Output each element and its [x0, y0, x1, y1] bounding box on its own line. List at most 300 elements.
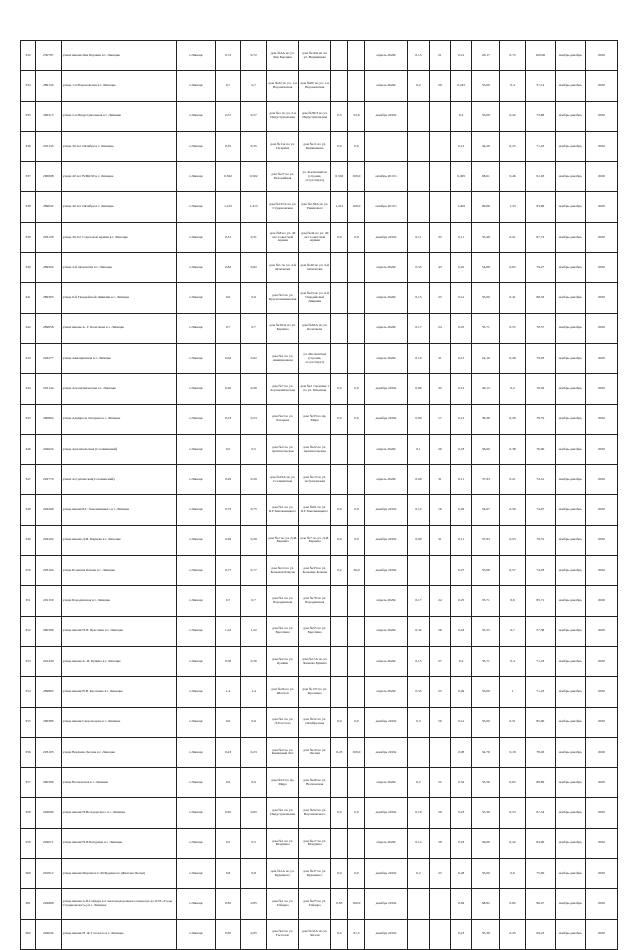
- cell-c1: 0,15: [408, 41, 429, 71]
- cell-no: 353: [21, 646, 36, 676]
- cell-no: 352: [21, 616, 36, 646]
- cell-c1: 0,32: [408, 616, 429, 646]
- cell-c2: 27: [429, 646, 450, 676]
- cell-len_asphalt: 0,7: [241, 71, 267, 101]
- cell-len_asphalt: 0,65: [241, 798, 267, 828]
- cell-period: ноябрь-декабрь: [555, 556, 585, 586]
- cell-end: дом №22 по ул. Архангельская: [299, 434, 331, 464]
- cell-settlement: г.Липецк: [177, 525, 216, 555]
- cell-c2: 26: [429, 616, 450, 646]
- cell-c1: 0,12: [408, 495, 429, 525]
- cell-start: дом №1/A по ул. Гагарина: [267, 131, 299, 161]
- cell-settlement: г.Липецк: [177, 253, 216, 283]
- cell-year: 2020: [585, 162, 617, 192]
- cell-area: 100,0: [348, 192, 365, 222]
- cell-start: дом №1 по ул. Д.И. Бариева: [267, 525, 299, 555]
- cell-c6: 75,00: [525, 859, 555, 889]
- cell-width: 0,502: [331, 162, 348, 192]
- cell-settlement: г.Липецк: [177, 131, 216, 161]
- cell-c3: 0,12: [451, 131, 472, 161]
- cell-period: ноябрь-декабрь: [555, 919, 585, 949]
- cell-len_asphalt: 0,53: [241, 404, 267, 434]
- cell-year: 2020: [585, 222, 617, 252]
- table-row: [21, 343, 618, 373]
- cell-period: ноябрь-декабрь: [555, 313, 585, 343]
- cell-street: улица имени Д.И. Бариева в г. Липецке: [61, 525, 177, 555]
- cell-area: 0,0: [348, 525, 365, 555]
- cell-c5: 0,38: [500, 434, 526, 464]
- cell-period: ноябрь-декабрь: [555, 646, 585, 676]
- cell-c1: 0,2: [408, 859, 429, 889]
- cell-c4: 35,38: [472, 798, 500, 828]
- table-row: [21, 192, 618, 222]
- cell-period: ноябрь-декабрь: [555, 495, 585, 525]
- cell-width: 0,0: [331, 222, 348, 252]
- cell-c5: 0,26: [500, 404, 526, 434]
- table-row: [21, 253, 618, 283]
- cell-len_total: 0,9: [215, 768, 241, 798]
- cell-c1: 0,2: [408, 71, 429, 101]
- cell-start: дом №7 по ул. Агрономическая: [267, 374, 299, 404]
- cell-c4: 99,08: [472, 192, 500, 222]
- table-row: [21, 737, 618, 767]
- cell-c5: 0,42: [500, 101, 526, 131]
- cell-c3: 0,08: [451, 737, 472, 767]
- cell-area: [348, 253, 365, 283]
- cell-end: дом №11 по ул. Кривенкова: [299, 131, 331, 161]
- cell-c1: 0,11: [408, 222, 429, 252]
- cell-c6: 76,00: [525, 434, 555, 464]
- cell-len_asphalt: 0,6: [241, 283, 267, 313]
- cell-month: декабрь 2019г.: [365, 737, 408, 767]
- table-row: [21, 616, 618, 646]
- cell-settlement: г.Липецк: [177, 707, 216, 737]
- cell-c2: [429, 919, 450, 949]
- table-row: [21, 677, 618, 707]
- cell-c1: 0,09: [408, 374, 429, 404]
- cell-period: ноябрь-декабрь: [555, 253, 585, 283]
- cell-c6: 81,54: [525, 798, 555, 828]
- cell-settlement: г.Липецк: [177, 313, 216, 343]
- cell-c6: 67,74: [525, 222, 555, 252]
- cell-end: дом №78 по ул. Бородинская: [299, 586, 331, 616]
- cell-c5: 0,45: [500, 919, 526, 949]
- cell-c3: 0,25: [451, 313, 472, 343]
- cell-c6: 73,68: [525, 101, 555, 131]
- cell-start: дом №1 по ул. 2-я Индустриальная: [267, 101, 299, 131]
- cell-area: 52,6: [348, 101, 365, 131]
- cell-len_total: 1,415: [215, 192, 241, 222]
- cell-no: 357: [21, 768, 36, 798]
- cell-len_asphalt: 0,5: [241, 828, 267, 858]
- cell-c6: 100,00: [525, 41, 555, 71]
- cell-code: 292779: [35, 465, 61, 495]
- cell-area: 0,0: [348, 131, 365, 161]
- cell-c5: 1,33: [500, 192, 526, 222]
- cell-len_total: 0,77: [215, 556, 241, 586]
- cell-end: дом №137 по ул. Кротенко: [299, 677, 331, 707]
- cell-c1: [408, 556, 429, 586]
- cell-c4: 35,56: [472, 768, 500, 798]
- cell-settlement: г.Липецк: [177, 646, 216, 676]
- cell-area: 100,0: [348, 162, 365, 192]
- cell-year: 2020: [585, 101, 617, 131]
- cell-len_asphalt: 0,29: [241, 465, 267, 495]
- cell-c2: 28: [429, 828, 450, 858]
- cell-c5: 0,41: [500, 283, 526, 313]
- cell-year: 2020: [585, 616, 617, 646]
- cell-c5: 0,23: [500, 525, 526, 555]
- cell-period: ноябрь-декабрь: [555, 131, 585, 161]
- cell-month: декабрь 2019г.: [365, 525, 408, 555]
- cell-len_asphalt: 0,31: [241, 222, 267, 252]
- cell-c3: 0,495: [451, 162, 472, 192]
- cell-end: дом №81 по ул. Б.Г.Хмельницкого: [299, 495, 331, 525]
- cell-code: 290390: [35, 768, 61, 798]
- cell-period: ноябрь-декабрь: [555, 768, 585, 798]
- cell-period: ноябрь-декабрь: [555, 434, 585, 464]
- cell-c6: 74,67: [525, 495, 555, 525]
- cell-c5: 0,65: [500, 253, 526, 283]
- cell-c6: 79,31: [525, 525, 555, 555]
- cell-width: [331, 313, 348, 343]
- cell-no: 359: [21, 828, 36, 858]
- cell-start: дом №3А по ул. Яна Берзина: [267, 41, 299, 71]
- cell-area: [348, 434, 365, 464]
- cell-start: дом №1 по ул. Авиационная: [267, 343, 299, 373]
- cell-c3: 0,21: [451, 41, 472, 71]
- cell-period: ноябрь-декабрь: [555, 525, 585, 555]
- cell-c2: 20: [429, 434, 450, 464]
- cell-c1: 0,19: [408, 343, 429, 373]
- cell-c1: 0,14: [408, 828, 429, 858]
- cell-c3: 0,12: [451, 404, 472, 434]
- cell-start: дом №1 по ул. Л.Толстого: [267, 707, 299, 737]
- cell-code: 292266: [35, 495, 61, 525]
- cell-end: дом №16А и1 по ул. Вермишева: [299, 41, 331, 71]
- cell-no: 334: [21, 71, 36, 101]
- cell-c5: 0,7: [500, 616, 526, 646]
- cell-start: дом №1А по ул. Буденного: [267, 859, 299, 889]
- cell-c4: 34,29: [472, 131, 500, 161]
- cell-code: 289303: [35, 283, 61, 313]
- cell-len_total: 0,65: [215, 919, 241, 949]
- table-row: [21, 162, 618, 192]
- cell-len_asphalt: 1,415: [241, 192, 267, 222]
- cell-width: [331, 343, 348, 373]
- cell-width: [331, 646, 348, 676]
- cell-year: 2020: [585, 646, 617, 676]
- cell-c5: 0,56: [500, 495, 526, 525]
- cell-width: [331, 465, 348, 495]
- cell-c6: 84,00: [525, 828, 555, 858]
- cell-c2: [429, 131, 450, 161]
- cell-c3: 0,18: [451, 828, 472, 858]
- cell-no: 360: [21, 859, 36, 889]
- cell-no: 347: [21, 465, 36, 495]
- cell-len_total: 0,65: [215, 798, 241, 828]
- cell-c6: 91,63: [525, 162, 555, 192]
- cell-month: декабрь 2019г.: [365, 101, 408, 131]
- cell-end: дом №32 по ул. Воронежского: [299, 798, 331, 828]
- cell-year: 2020: [585, 495, 617, 525]
- cell-len_asphalt: 0,7: [241, 586, 267, 616]
- cell-year: 2020: [585, 71, 617, 101]
- cell-width: 0,0: [331, 404, 348, 434]
- cell-c2: 35: [429, 222, 450, 252]
- table-row: [21, 586, 618, 616]
- cell-street: улица 2-я Индустриальная в г. Липецке: [61, 101, 177, 131]
- cell-code: 292668: [35, 889, 61, 919]
- table-row: [21, 465, 618, 495]
- cell-no: 341: [21, 283, 36, 313]
- cell-code: 291145: [35, 131, 61, 161]
- cell-street: улица 40 лет Советской Армии в г. Липецке: [61, 222, 177, 252]
- cell-code: 289632: [35, 192, 61, 222]
- cell-c1: 0,15: [408, 283, 429, 313]
- cell-year: 2020: [585, 798, 617, 828]
- cell-c5: 0,6: [500, 586, 526, 616]
- cell-period: ноябрь-декабрь: [555, 41, 585, 71]
- cell-area: 26,0: [348, 556, 365, 586]
- cell-no: 332: [21, 41, 36, 71]
- cell-width: [331, 41, 348, 71]
- cell-end: дом №23 по ул. 6-й Гвардейской Дивизии: [299, 283, 331, 313]
- cell-code: 291144: [35, 374, 61, 404]
- cell-no: 348: [21, 495, 36, 525]
- cell-month: апрель 2020г.: [365, 616, 408, 646]
- cell-street: улица Бородинская в г. Липецке: [61, 586, 177, 616]
- cell-month: октябрь 2019 г.: [365, 192, 408, 222]
- cell-month: апрель 2020г.: [365, 768, 408, 798]
- cell-settlement: г.Липецк: [177, 556, 216, 586]
- cell-end: дом №2 строение 1 по ул. Опытная: [299, 374, 331, 404]
- cell-width: [331, 586, 348, 616]
- cell-width: [331, 283, 348, 313]
- cell-no: 355: [21, 707, 36, 737]
- table-row: [21, 859, 618, 889]
- cell-len_asphalt: 0,6: [241, 707, 267, 737]
- cell-width: 0,0: [331, 525, 348, 555]
- cell-c6: 68,33: [525, 283, 555, 313]
- cell-c4: 35,00: [472, 707, 500, 737]
- cell-period: ноябрь-декабрь: [555, 101, 585, 131]
- cell-no: 356: [21, 737, 36, 767]
- cell-settlement: г.Липецк: [177, 434, 216, 464]
- cell-c3: 0,28: [451, 859, 472, 889]
- cell-settlement: г.Липецк: [177, 162, 216, 192]
- cell-len_total: 0,72: [215, 41, 241, 71]
- cell-start: дом №22 по ул. 1-я Вороновская: [267, 71, 299, 101]
- cell-len_total: 0,7: [215, 313, 241, 343]
- cell-c2: 31: [429, 465, 450, 495]
- cell-no: 340: [21, 253, 36, 283]
- cell-street: улица имени Н.Володарского в г. Липецке: [61, 798, 177, 828]
- cell-year: 2020: [585, 253, 617, 283]
- cell-month: декабрь 2019г.: [365, 495, 408, 525]
- cell-c5: 0,42: [500, 828, 526, 858]
- cell-code: 290380: [35, 707, 61, 737]
- cell-settlement: г.Липецк: [177, 586, 216, 616]
- cell-start: дом №5 по ул. Краснознаменская: [267, 283, 299, 313]
- cell-c4: 24,19: [472, 343, 500, 373]
- cell-width: 0,85: [331, 889, 348, 919]
- cell-end: дом №17А по ул. Чапаева Бунина: [299, 646, 331, 676]
- cell-len_total: 0,29: [215, 465, 241, 495]
- cell-period: ноябрь-декабрь: [555, 616, 585, 646]
- cell-start: дом №27 по ул. Белорайная: [267, 162, 299, 192]
- cell-c6: 69,23: [525, 919, 555, 949]
- cell-settlement: г.Липецк: [177, 283, 216, 313]
- cell-c5: 0,6: [500, 859, 526, 889]
- cell-len_asphalt: 0,5: [241, 434, 267, 464]
- cell-month: апрель 2020г.: [365, 465, 408, 495]
- cell-code: 291439: [35, 646, 61, 676]
- cell-c5: 0,18: [500, 737, 526, 767]
- cell-c4: 35,71: [472, 586, 500, 616]
- cell-settlement: г.Липецк: [177, 374, 216, 404]
- cell-c1: 0,35: [408, 253, 429, 283]
- cell-len_total: 0,57: [215, 101, 241, 131]
- cell-len_asphalt: 1,22: [241, 616, 267, 646]
- cell-c5: 0,4: [500, 71, 526, 101]
- cell-settlement: г.Липецк: [177, 677, 216, 707]
- cell-c1: [408, 919, 429, 949]
- cell-street: улица Волховская в г. Липецке: [61, 768, 177, 798]
- cell-no: 346: [21, 434, 36, 464]
- cell-c2: 31: [429, 525, 450, 555]
- cell-area: 0,0: [348, 222, 365, 252]
- cell-len_total: 0,5: [215, 828, 241, 858]
- cell-month: апрель 2020г.: [365, 283, 408, 313]
- cell-month: апрель 2020г.: [365, 646, 408, 676]
- cell-period: ноябрь-декабрь: [555, 859, 585, 889]
- cell-code: 289863: [35, 677, 61, 707]
- cell-c6: 71,43: [525, 646, 555, 676]
- cell-c6: 85,00: [525, 707, 555, 737]
- table-row: [21, 798, 618, 828]
- cell-end: дом №37 по ул. Буденного: [299, 859, 331, 889]
- cell-month: декабрь 2019г.: [365, 556, 408, 586]
- cell-period: ноябрь-декабрь: [555, 404, 585, 434]
- cell-year: 2020: [585, 434, 617, 464]
- cell-end: дом №39/3 по ул. Индустриальная: [299, 101, 331, 131]
- cell-area: 0,0: [348, 404, 365, 434]
- cell-month: декабрь 2019г.: [365, 707, 408, 737]
- cell-settlement: г.Липецк: [177, 465, 216, 495]
- cell-c3: 1,402: [451, 192, 472, 222]
- cell-area: 0,0: [348, 707, 365, 737]
- cell-c5: 1: [500, 677, 526, 707]
- cell-start: дом №1 по ул. Бреслина: [267, 616, 299, 646]
- cell-code: 289113: [35, 101, 61, 131]
- cell-settlement: г.Липецк: [177, 495, 216, 525]
- cell-code: 292202: [35, 525, 61, 555]
- cell-len_asphalt: 0,26: [241, 374, 267, 404]
- cell-period: ноябрь-декабрь: [555, 71, 585, 101]
- cell-c6: 72,41: [525, 465, 555, 495]
- cell-no: 358: [21, 798, 36, 828]
- cell-no: 354: [21, 677, 36, 707]
- cell-street: улица Авиационная в г. Липецке: [61, 343, 177, 373]
- cell-street: улица 4-й пятилетки в г. Липецке: [61, 253, 177, 283]
- cell-month: апрель 2020г.: [365, 41, 408, 71]
- table-row: [21, 707, 618, 737]
- cell-start: дом №1 по ул. Индустриальная: [267, 798, 299, 828]
- cell-month: декабрь 2019г.: [365, 404, 408, 434]
- cell-end: дом №25 по ул. Гайдара: [299, 889, 331, 919]
- cell-c2: 50: [429, 707, 450, 737]
- cell-c5: 0,2: [500, 374, 526, 404]
- cell-start: дом №1 по ул. 4-й пятилетки: [267, 253, 299, 283]
- cell-c6: 71,43: [525, 131, 555, 161]
- cell-width: 0,0: [331, 859, 348, 889]
- cell-area: 0,0: [348, 495, 365, 525]
- cell-len_total: 0,56: [215, 646, 241, 676]
- cell-c5: 0,72: [500, 41, 526, 71]
- cell-year: 2020: [585, 41, 617, 71]
- cell-area: [348, 343, 365, 373]
- cell-end: дом №48 по ул. Волховская: [299, 768, 331, 798]
- cell-period: ноябрь-декабрь: [555, 222, 585, 252]
- table-row: [21, 374, 618, 404]
- cell-area: 100,0: [348, 889, 365, 919]
- cell-c6: 79,03: [525, 343, 555, 373]
- cell-len_total: 0,7: [215, 71, 241, 101]
- cell-c6: 68,89: [525, 768, 555, 798]
- cell-settlement: г.Липецк: [177, 889, 216, 919]
- cell-period: ноябрь-декабрь: [555, 828, 585, 858]
- cell-c2: 28: [429, 798, 450, 828]
- cell-month: декабрь 2019г.: [365, 919, 408, 949]
- cell-len_total: 0,7: [215, 586, 241, 616]
- cell-year: 2020: [585, 859, 617, 889]
- cell-end: дом №44 по ул. 40 лет Советской Армии: [299, 222, 331, 252]
- cell-len_total: 0,5: [215, 434, 241, 464]
- cell-area: [348, 41, 365, 71]
- cell-street: улица Астраханская(Сселкинский): [61, 465, 177, 495]
- cell-c4: 98,61: [472, 162, 500, 192]
- cell-c4: 35,00: [472, 71, 500, 101]
- cell-c2: 24: [429, 586, 450, 616]
- cell-width: 0,0: [331, 374, 348, 404]
- cell-c5: 0,62: [500, 768, 526, 798]
- cell-no: 349: [21, 525, 36, 555]
- cell-month: декабрь 2019г.: [365, 859, 408, 889]
- cell-year: 2020: [585, 343, 617, 373]
- cell-c3: 0,23: [451, 798, 472, 828]
- cell-month: апрель 2020г.: [365, 434, 408, 464]
- cell-len_total: 0,53: [215, 404, 241, 434]
- cell-c1: 0,17: [408, 313, 429, 343]
- table-row: [21, 313, 618, 343]
- cell-code: 293103: [35, 737, 61, 767]
- cell-width: 0,2: [331, 556, 348, 586]
- cell-c4: 54,88: [472, 253, 500, 283]
- cell-len_asphalt: 0,75: [241, 495, 267, 525]
- cell-no: 362: [21, 919, 36, 949]
- cell-c3: 0,25: [451, 586, 472, 616]
- table-row: [21, 919, 618, 949]
- cell-len_total: 0,35: [215, 131, 241, 161]
- cell-width: 1,415: [331, 192, 348, 222]
- cell-street: улица имени В.В. Кротенко в г. Липецке: [61, 677, 177, 707]
- cell-no: 335: [21, 101, 36, 131]
- cell-len_asphalt: 0,8: [241, 859, 267, 889]
- cell-c3: 0,21: [451, 283, 472, 313]
- cell-c5: 0,49: [500, 343, 526, 373]
- cell-code: 250797: [35, 41, 61, 71]
